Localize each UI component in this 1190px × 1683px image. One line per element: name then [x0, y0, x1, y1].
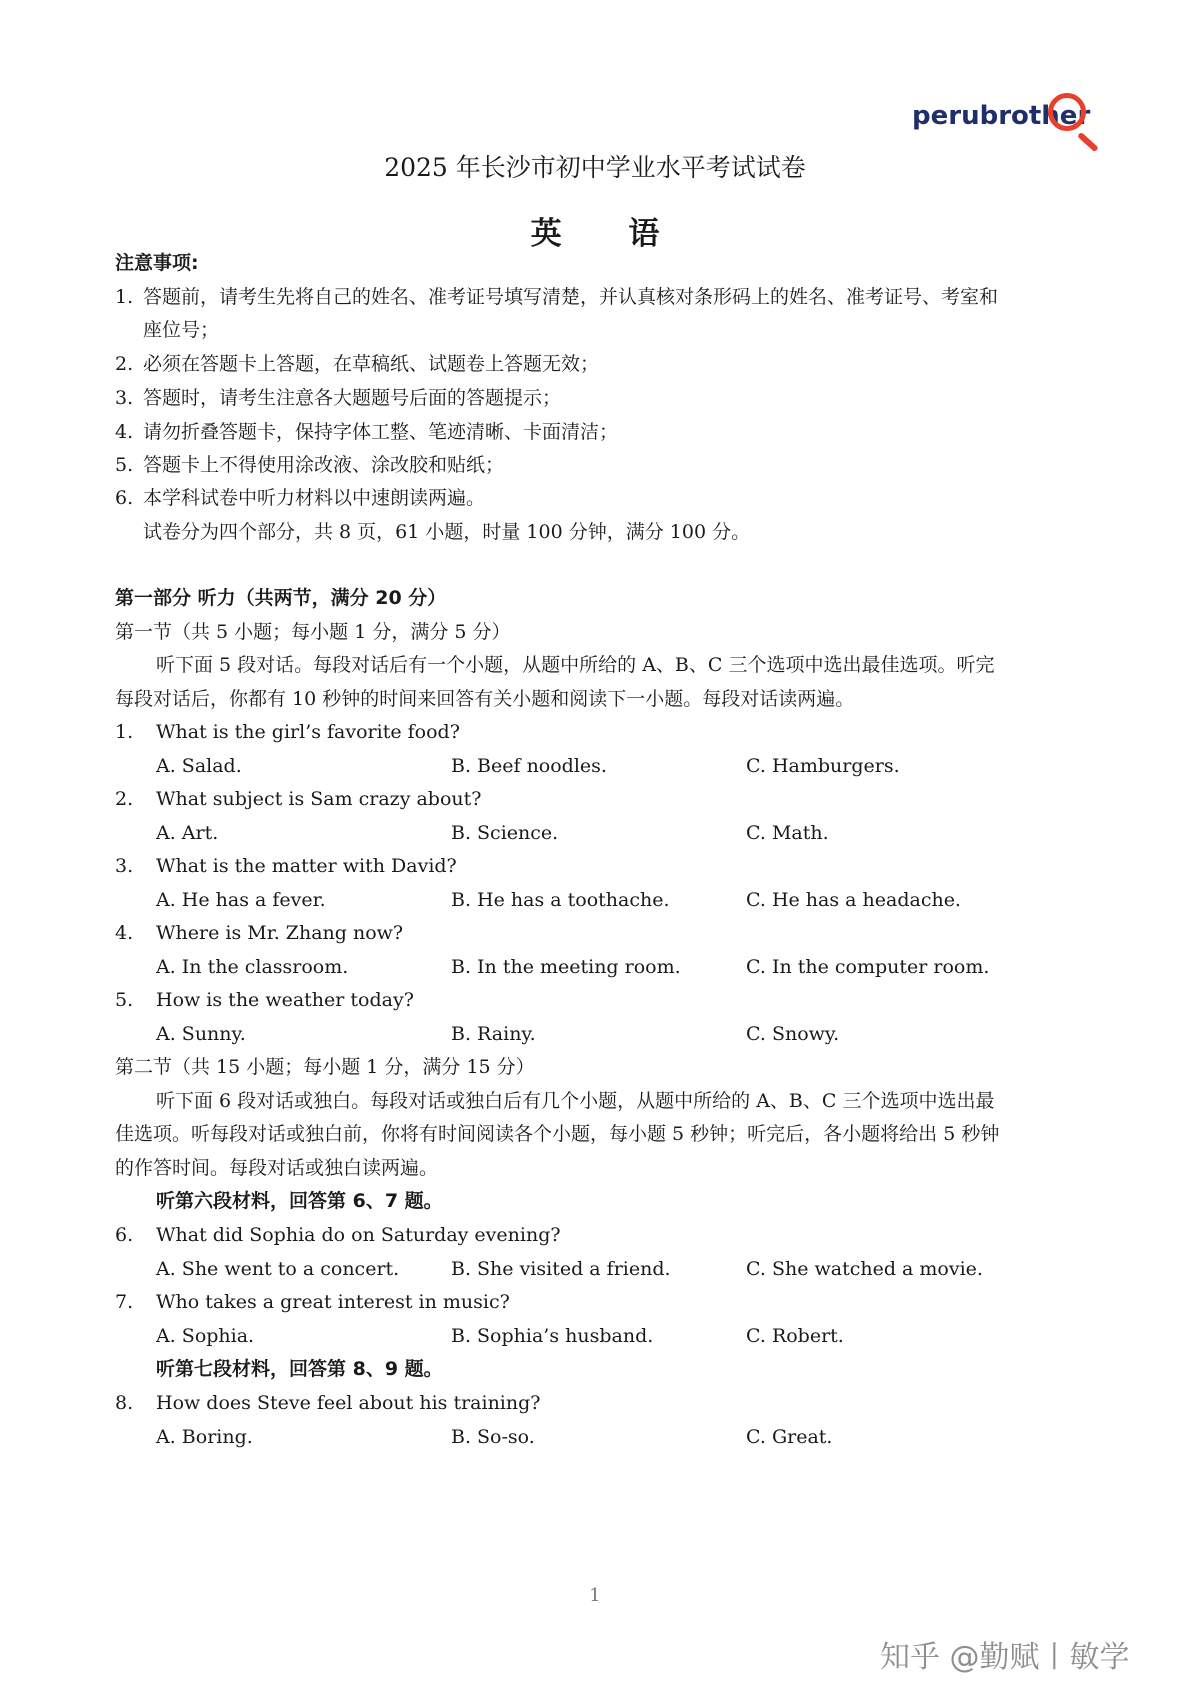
option-b: B. Beef noodles.: [451, 755, 607, 777]
option-a: A. Sophia.: [156, 1325, 255, 1347]
note-item: 4. 请勿折叠答题卡，保持字体工整、笔迹清晰、卡面清洁；: [115, 421, 619, 443]
option-c: C. Snowy.: [746, 1023, 840, 1045]
option-c: C. Great.: [746, 1426, 833, 1448]
section2-instructions: 佳选项。听每段对话或独白前，你将有时间阅读各个小题，每小题 5 秒钟；听完后，各小题将给出 5 秒钟: [115, 1123, 1000, 1145]
note-item: 3. 答题时，请考生注意各大题题号后面的答题提示；: [115, 387, 562, 409]
watermark: 知乎 @勤赋丨敏学: [880, 1640, 1130, 1675]
question-number: 7.: [115, 1291, 134, 1313]
notes-heading: 注意事项:: [115, 252, 199, 274]
option-c: C. Hamburgers.: [746, 755, 900, 777]
part1-heading: 第一部分 听力（共两节，满分 20 分）: [115, 587, 447, 609]
option-a: A. Salad.: [156, 755, 242, 777]
page-number: 1: [589, 1585, 601, 1606]
section1-heading: 第一节（共 5 小题；每小题 1 分，满分 5 分）: [115, 621, 511, 643]
option-c: C. In the computer room.: [746, 956, 990, 978]
material-heading: 听第七段材料，回答第 8、9 题。: [156, 1358, 443, 1380]
option-a: A. Sunny.: [156, 1023, 246, 1045]
note-item: 2. 必须在答题卡上答题，在草稿纸、试题卷上答题无效；: [115, 353, 600, 375]
section1-instructions: 听下面 5 段对话。每段对话后有一个小题，从题中所给的 A、B、C 三个选项中选出最佳选项。听完: [156, 654, 995, 676]
question-text: Where is Mr. Zhang now?: [156, 922, 404, 944]
option-b: B. He has a toothache.: [451, 889, 670, 911]
exam-title: 2025 年长沙市初中学业水平考试试卷: [384, 153, 806, 182]
option-b: B. In the meeting room.: [451, 956, 681, 978]
option-a: A. Boring.: [156, 1426, 253, 1448]
note-item: 5. 答题卡上不得使用涂改液、涂改胶和贴纸；: [115, 454, 505, 476]
question-number: 4.: [115, 922, 134, 944]
section2-heading: 第二节（共 15 小题；每小题 1 分，满分 15 分）: [115, 1056, 535, 1078]
option-a: A. In the classroom.: [156, 956, 349, 978]
option-b: B. Rainy.: [451, 1023, 536, 1045]
question-text: What did Sophia do on Saturday evening?: [156, 1224, 561, 1246]
question-number: 2.: [115, 788, 134, 810]
section2-instructions: 的作答时间。每段对话或独白读两遍。: [115, 1157, 439, 1179]
perubrother-logo: [912, 93, 1122, 153]
question-number: 1.: [115, 721, 134, 743]
question-text: How is the weather today?: [156, 989, 414, 1011]
section2-instructions: 听下面 6 段对话或独白。每段对话或独白后有几个小题，从题中所给的 A、B、C 三个选项中选出最: [156, 1090, 995, 1112]
notes-summary: 试卷分为四个部分，共 8 页，61 小题，时量 100 分钟，满分 100 分。: [143, 521, 751, 543]
subject-title: 英 语: [530, 216, 688, 252]
option-b: B. Science.: [451, 822, 559, 844]
question-number: 5.: [115, 989, 134, 1011]
option-c: C. Math.: [746, 822, 829, 844]
question-text: How does Steve feel about his training?: [156, 1392, 541, 1414]
section1-instructions: 每段对话后，你都有 10 秒钟的时间来回答有关小题和阅读下一小题。每段对话读两遍。: [115, 688, 855, 710]
option-a: A. She went to a concert.: [156, 1258, 400, 1280]
question-number: 3.: [115, 855, 134, 877]
option-c: C. He has a headache.: [746, 889, 961, 911]
question-text: What is the girl’s favorite food?: [156, 721, 460, 743]
note-item: 6. 本学科试卷中听力材料以中速朗读两遍。: [115, 487, 486, 509]
note-item-continued: 座位号；: [143, 319, 220, 341]
material-heading: 听第六段材料，回答第 6、7 题。: [156, 1190, 443, 1212]
option-b: B. So-so.: [451, 1426, 535, 1448]
logo-text: perubrother: [912, 101, 1091, 131]
note-item: 1. 答题前，请考生先将自己的姓名、准考证号填写清楚，并认真核对条形码上的姓名、准考证号、考室和: [115, 286, 999, 308]
option-a: A. Art.: [156, 822, 219, 844]
option-a: A. He has a fever.: [156, 889, 326, 911]
question-text: Who takes a great interest in music?: [156, 1291, 510, 1313]
question-text: What subject is Sam crazy about?: [156, 788, 482, 810]
question-number: 8.: [115, 1392, 134, 1414]
question-number: 6.: [115, 1224, 134, 1246]
option-c: C. Robert.: [746, 1325, 844, 1347]
question-text: What is the matter with David?: [156, 855, 457, 877]
magnifier-icon: [1048, 93, 1086, 131]
option-c: C. She watched a movie.: [746, 1258, 983, 1280]
option-b: B. She visited a friend.: [451, 1258, 671, 1280]
option-b: B. Sophia’s husband.: [451, 1325, 654, 1347]
